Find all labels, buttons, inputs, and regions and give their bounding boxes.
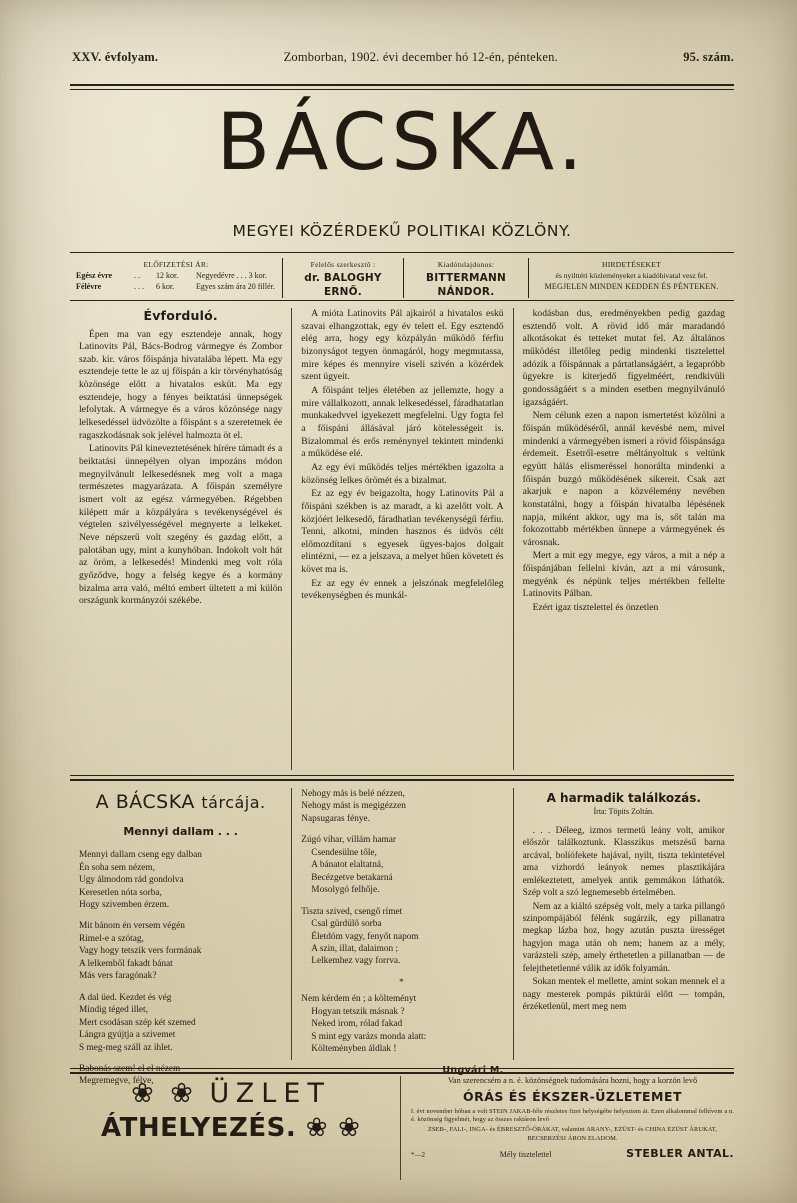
editor-label: Felelős szerkesztő :	[310, 260, 376, 269]
price-row	[76, 271, 276, 282]
ad-body-2: ZSEB-, FALI-, INGA- és ÉBRESZTŐ-ÓRÁKAT, valamint ARANY-, EZÜST- és CHINA EZÜST ÁRUKAT, BECSERZÉSI ÁRON ELADOM.	[427, 1126, 718, 1142]
editor-block	[282, 258, 403, 298]
lead-column-1	[70, 308, 291, 770]
ads-line-2: MEGJELEN MINDEN KEDDEN ÉS PÉNTEKEN.	[544, 282, 719, 292]
ads-line-1: és nyilttéri közleményeket a kiadóhivatal vesz fel.	[555, 271, 708, 281]
lead-title: Évforduló.	[143, 308, 218, 323]
poem-line: Becézgetve betakarná	[311, 872, 393, 883]
poem-line: A szin, illat, dalaimon ;	[311, 943, 399, 954]
poem-line: Keresetlen nóta sorba,	[79, 887, 162, 898]
publisher-name: BITTERMANN NÁNDOR.	[426, 272, 506, 299]
poem-line: Rimel-e a szótag,	[79, 933, 144, 944]
price-label: Egész évre	[76, 271, 113, 281]
flower-icon: ❀	[131, 1078, 155, 1109]
paragraph: Mert a mit egy megye, egy város, a mit a nép a főispánjában fellelni kíván, azt a mi városunk, megyénk és népünk teljes mértékben fellelte Latinovits Pálban.	[522, 550, 725, 600]
poem-line: Tiszta szived, csengő rímet	[301, 906, 403, 917]
ad-intro: Van szerencsém a n. é. közönségnek tudomására hozni, hogy a korzón levő	[447, 1076, 698, 1085]
flower-icon: ❀	[338, 1113, 361, 1143]
ad-headline-1: ÜZLET	[209, 1078, 331, 1109]
ad-business-name: ÓRÁS ÉS ÉKSZER-ÜZLETEMET	[462, 1088, 683, 1104]
feuilleton-rule-top	[70, 775, 734, 776]
price-value: 12 kor.	[156, 271, 179, 281]
ad-note: *—2	[411, 1150, 425, 1159]
price-dots: . .	[134, 271, 140, 281]
ad-body-1: f. évi november hóban a volt STEIN JAKAB-féle részletes fizet helységébe helyeztem át. Ezen alkalommal felhívom a n. é. közönség figyelmét, hogy az összes raktáron levő	[411, 1108, 734, 1124]
flower-icon: ❀	[305, 1113, 329, 1143]
poem-line: Napsugaras fénye.	[301, 813, 370, 824]
ad-sign-row	[411, 1147, 734, 1161]
paragraph: . . . Déleeg, izmos termetű leány volt, amikor először találkoztunk. Klasszikus metszésű barna arcával, bolíófekete hajával, nyilt, tiszta tekintetével ama vízhordó leányok nemes plasztikájára emlékeztetett, amelyek antik gemmákon láthatók. Szép volt a szó legnemesebb értelmében.	[522, 825, 725, 899]
poem-stanza	[301, 906, 503, 968]
poem-line: Megremegve, félve,	[79, 1076, 154, 1087]
lead-article	[70, 308, 734, 770]
poem-line: Hogy szivemben érzem.	[79, 900, 170, 910]
feuilleton-rule-top-thick	[70, 779, 734, 781]
infobar-rule-bottom	[70, 300, 734, 301]
poem-line: A dal üed. Kezdet és vég	[79, 992, 172, 1003]
feuilleton-header	[79, 790, 282, 815]
price-alt-value: Negyedévre . . . 3 kor.	[196, 271, 267, 281]
ad-headline-row-2	[70, 1113, 392, 1143]
poem-line: A lelkemből fakadt bánat	[79, 958, 173, 969]
feuilleton-header-sub: tárcája.	[201, 793, 266, 812]
feuilleton-column-2	[291, 788, 512, 1076]
price-value: 6 kor.	[156, 281, 175, 291]
paragraph: kodásban dus, eredményekben pedig gazdag esztendő volt. A rövid idő már maradandó alkotásokat és tetteket mutat fel. Az általános működést illetőleg pedig mindenki tisztelettel adózik a főispánnak a pártatlanságáért, a legapróbb ügyekre is kiterjedő figyelméért, rendkivüli gondosságáért s a minden esetben megnyilvánuló igazságáért.	[522, 308, 725, 408]
poem-line: Költeményben áldlak !	[311, 1044, 397, 1055]
poem-stanza	[79, 920, 282, 982]
poem-stanza	[301, 993, 503, 1055]
ad-right-panel	[400, 1076, 734, 1180]
volume-label: XXV. évfolyam.	[72, 50, 159, 64]
poem-line: Neked irom, rólad fakad	[311, 1019, 403, 1030]
newspaper-title: BÁCSKA.	[216, 98, 588, 188]
poem-line: Mennyi dallam cseng egy dalban	[79, 850, 202, 861]
masthead-info-bar	[70, 258, 734, 298]
newspaper-subtitle: MEGYEI KÖZÉRDEKŰ POLITIKAI KÖZLÖNY.	[232, 222, 572, 240]
poem-line: Lelkemhez vagy forrva.	[311, 956, 401, 967]
price-alt-value: Egyes szám ára 20 fillér.	[196, 281, 275, 291]
paragraph: Nem az a kiáltó szépség volt, mely a tarka pillangó szinpompájából félénk sugárzik, egy pillanatra megkap lázba hoz, hogy azután puszta ürességet hagyjon maga után oh nem; hanem az a mély, varázsteli szép, amely érthetetlen a pillanatban — de felejthetetlenné válik az idők folyamán.	[522, 901, 725, 974]
poem-line: Lángra gyújtja a szivemet	[79, 1030, 176, 1041]
poem-line: Csal gürdülő sorba	[311, 919, 382, 930]
price-dots: . . .	[134, 281, 144, 291]
poem-line: Csendesülne tőle,	[311, 847, 377, 858]
issue-number-label: 95. szám.	[683, 50, 734, 64]
paragraph: Ez az egy év ennek a jelszónak megfelelőleg tevékenységben és munkál-	[301, 577, 504, 602]
subscription-header: ELŐFIZETÉSI ÁR:	[143, 260, 209, 269]
poem-stanza	[79, 849, 282, 911]
poem-line: Babonás szem! el el nézem	[79, 1063, 181, 1074]
poem-line: Életdóm vagy, fenyőt napom	[311, 931, 419, 942]
lead-column-3	[513, 308, 734, 770]
paragraph: A mióta Latinovits Pál ajkairól a hivatalos eskü szavai elhangzottak, egy év telett el. Egy esztendő elég arra, hogy egy közpályán működő férfiu bizonyságot tegyen önmagáról, hogy megmutassa, mire képes és mennyire viseli szivén a közérdek szent ügyeit.	[301, 308, 504, 383]
ad-headline-2: ÁTHELYEZÉS.	[101, 1113, 297, 1143]
ad-closing: Mély tisztelettel	[499, 1149, 552, 1159]
lead-column-2	[291, 308, 512, 770]
poem-line: A bánatot elaltatná,	[311, 860, 384, 871]
poem-line: Nehogy más is belé nézzen,	[301, 789, 405, 799]
poem-line: Vagy hogy tetszik vers formának	[79, 946, 202, 957]
poem-stanza	[301, 834, 503, 896]
poem-signature: Ungvári M.	[442, 1064, 504, 1076]
poem-line: Mindig téged illet,	[79, 1005, 148, 1016]
poem-line: Nehogy mást is megigézzen	[301, 801, 406, 812]
place-date-label: Zomborban, 1902. évi december hó 12-én, pénteken.	[283, 50, 558, 64]
infobar-rule-top	[70, 252, 734, 253]
price-row	[76, 282, 276, 293]
editor-name: dr. BALOGHY ERNŐ.	[304, 272, 382, 299]
poem-line: Mosolygó felhője.	[311, 885, 380, 896]
ad-signature: STEBLER ANTAL.	[626, 1146, 734, 1160]
advertising-block	[528, 258, 734, 298]
page-content	[62, 0, 742, 1203]
poem-line: Nem kérdem én ; a költeményt	[301, 994, 417, 1005]
paragraph: A főispánt teljes életében az jellemzte, hogy a mire vállalkozott, annak lelkesedéssel, fáradhatatlan munkakedvvel igyekezett megfelelni. Ugy fogta fel a főispáni állásával járó kötelességeit is. Bizalommal és erős reménynyel tekintett mindenki a működése elé.	[301, 384, 504, 460]
advertisement	[70, 1076, 734, 1180]
poem-line: Hogyan tetszik másnak ?	[311, 1006, 405, 1017]
paragraph: Latinovits Pál kineveztetésének hírére támadt és a beiktatási ünnepélyen olyan impozáns módon megnyilvánult lelkesedésnek meg volt a maga természetes magyarázata. A főispán személyre ismert volt az egész vármegyében. Régebben kilépett már a közpályára s tevékenységével és végtelen szivélyességével megnyerte a lelkeket. Neve népszerű volt szegény és gazdag előtt, a palotában ugy, mint a kunyhóban. Indokolt volt hát az öröm, a lelkesedés! Mindenki meg volt róla győződve, hogy a felség kegye és a kormány bizalma arra való, méltó embert ültetett a mi külön országunk kormányzói székébe.	[79, 443, 283, 607]
poem-line: Más vers faragónak?	[79, 971, 157, 982]
section-divider-star: *	[399, 977, 406, 988]
paragraph: Az egy évi működés teljes mértékben igazolta a közönség lelkes örömét és a bizalmat.	[301, 461, 504, 486]
poem-stanza	[301, 788, 503, 825]
poem-line: Én soha sem nézem,	[79, 862, 155, 873]
publisher-label: Kiadótulajdonos:	[437, 260, 495, 269]
poem-title: Mennyi dallam . . .	[123, 825, 238, 839]
paragraph: Ez az egy év beigazolta, hogy Latinovits Pál a főispáni székben is az maradt, a ki azelőtt volt. A közjóért lelkesedő, fáradhatlan tevékenységű férfiu. Tenni, alkotni, minden hasznos és üdvös célt előmozdítani s egyesek ügyes-bajos dolgait elintézni, — ez a jelszava, a melyet hűen követett és követ ma is.	[301, 488, 504, 576]
article-byline: Írta: Töpits Zoltán.	[593, 807, 654, 817]
price-label: Félévre	[76, 281, 102, 291]
feuilleton-header-main: A BÁCSKA	[95, 791, 195, 813]
ad-rule-top	[70, 1068, 734, 1069]
ad-left-panel	[70, 1076, 400, 1180]
issue-line	[72, 50, 734, 65]
ad-rule-top-thick	[70, 1072, 734, 1074]
ads-header: HIRDETÉSEKET	[601, 260, 661, 269]
masthead-rule-top	[70, 84, 734, 86]
publisher-block	[403, 258, 528, 298]
poem-line: S mint egy varázs monda alatt:	[311, 1031, 427, 1042]
poem-line: Zúgó vihar, villám hamar	[301, 835, 396, 846]
subscription-block	[70, 258, 282, 298]
flower-icon: ❀	[170, 1078, 194, 1109]
ad-headline-row-1	[70, 1078, 392, 1109]
feuilleton-column-1	[70, 788, 291, 1087]
poem-line: Ugy álmodom rád gondolva	[79, 875, 184, 886]
poem-line: Mert csodásan szép két szemed	[79, 1017, 196, 1028]
poem-line: Mit bánom én versem végén	[79, 921, 185, 932]
paragraph: Nem célunk ezen a napon ismertetést közölni a főispán működéséről, annál kevésbé nem, mivel mindenki a vármegyében ismeri a rövid főispánsága érdemeit. Esetről-esetre méltányoltuk s veltünk együtt hálás elismeréssel honorálta mindenki a főispán buzgó működésének sikereit. Csak azt akarjuk e napon a közvélemény nevében konstatálni, hogy a főispán hivatalba lépésének napja, miként akkor, ugy ma is, sőt talán ma fokozottabb mértékben ünnepe a vármegyének és városnak.	[522, 410, 725, 548]
masthead-rule-top-thin	[70, 89, 734, 90]
feuilleton-column-3	[513, 788, 734, 1060]
paragraph: Ezért igaz tisztelettel és önzetlen	[532, 602, 659, 614]
paragraph: Épen ma van egy esztendeje annak, hogy Latinovits Pál, Bács-Bodrog vármegye és Zombor szab. kir. város főispánja hivatalába lépett. Ma egy esztendeje tette le az uj főispán a kir törvényhatóság közönsége előtt a hivatalos esküt. Ma egy esztendeje, hogy a fényes beiktatási ünnepségek lefolytak. A vármegye és a város közönsége nagy lelkesedéssel üdvözölte a főispánt s a szeretetnek ée ragaszkodásnak sok jelével halmozta öt el.	[79, 328, 283, 441]
poem-stanza	[79, 992, 282, 1054]
paragraph: Sokan mentek el mellette, amint sokan mennek el a nagy mesterek pompás piktúrái előtt — tompán, érzéketlenül, mert meg nem	[522, 977, 725, 1013]
poem-line: S meg-meg száll az ihlet.	[79, 1042, 173, 1053]
article-title: A harmadik találkozás.	[546, 791, 701, 805]
